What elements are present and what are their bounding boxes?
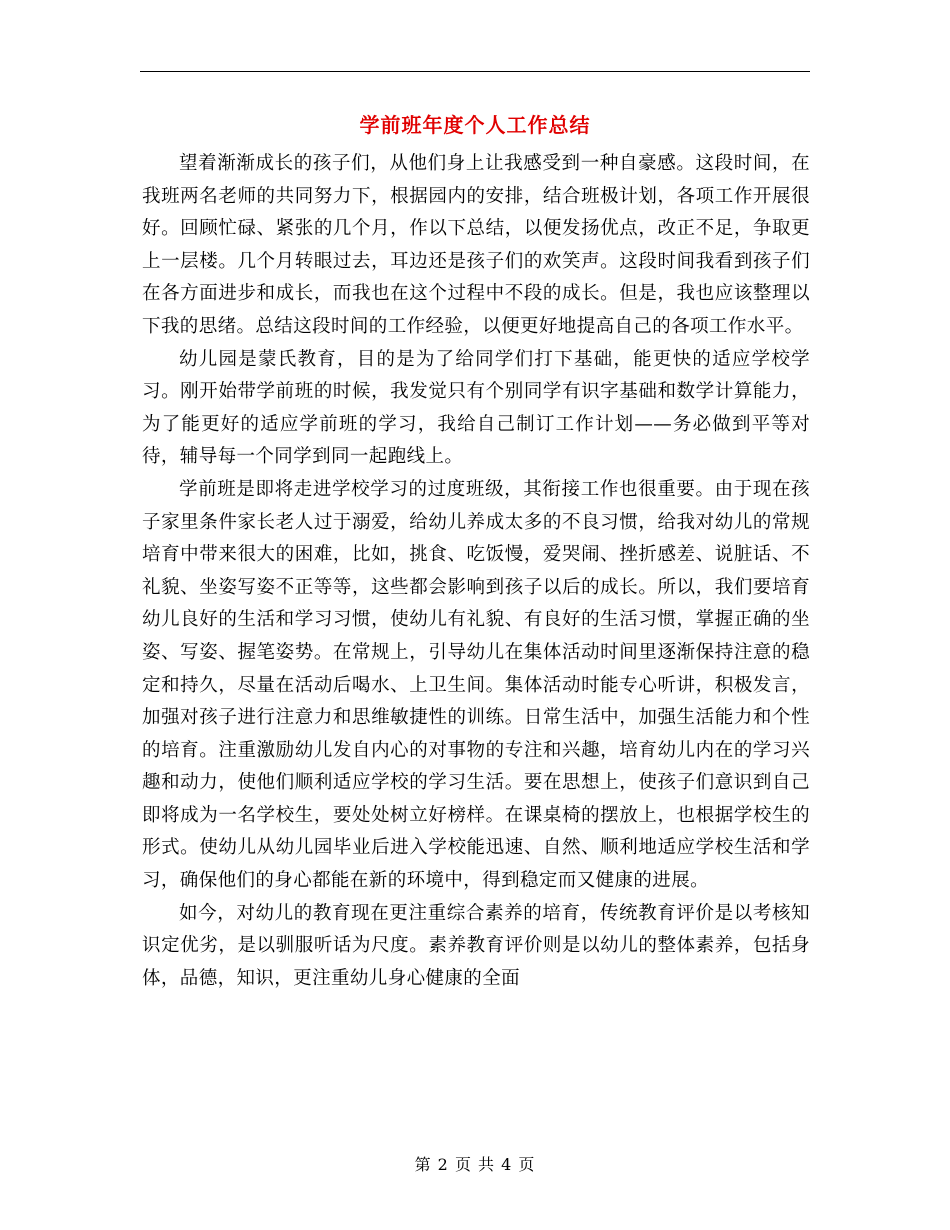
document-title: 学前班年度个人工作总结: [359, 113, 591, 137]
paragraph: 学前班是即将走进学校学习的过度班级，其衔接工作也很重要。由于现在孩子家里条件家长老人过于溺爱，给幼儿养成太多的不良习惯，给我对幼儿的常规培育中带来很大的困难，比如，挑食、吃饭慢，爱哭闹、挫折感差、说脏话、不礼貌、坐姿写姿不正等等，这些都会影响到孩子以后的成长。所以，我们要培育幼儿良好的生活和学习习惯，使幼儿有礼貌、有良好的生活习惯，掌握正确的坐姿、写姿、握笔姿势。在常规上，引导幼儿在集体活动时间里逐渐保持注意的稳定和持久，尽量在活动后喝水、上卫生间。集体活动时能专心听讲，积极发言，加强对孩子进行注意力和思维敏捷性的训练。日常生活中，加强生活能力和个性的培育。注重激励幼儿发自内心的对事物的专注和兴趣，培育幼儿内在的学习兴趣和动力，使他们顺利适应学校的学习生活。要在思想上，使孩子们意识到自己即将成为一名学校生，要处处树立好榜样。在课桌椅的摆放上，也根据学校生的形式。使幼儿从幼儿园毕业后进入学校能迅速、自然、顺利地适应学校生活和学习，确保他们的身心都能在新的环境中，得到稳定而又健康的进展。: [142, 478, 810, 892]
paragraph: 望着渐渐成长的孩子们，从他们身上让我感受到一种自豪感。这段时间，在我班两名老师的共同努力下，根据园内的安排，结合班极计划，各项工作开展很好。回顾忙碌、紧张的几个月，作以下总结，以便发扬优点，改正不足，争取更上一层楼。几个月转眼过去，耳边还是孩子们的欢笑声。这段时间我看到孩子们在各方面进步和成长，而我也在这个过程中不段的成长。但是，我也应该整理以下我的思绪。总结这段时间的工作经验，以便更好地提高自己的各项工作水平。: [142, 153, 810, 337]
header-rule: [140, 71, 810, 72]
paragraph: 如今，对幼儿的教育现在更注重综合素养的培育，传统教育评价是以考核知识定优劣，是以驯服听话为尺度。素养教育评价则是以幼儿的整体素养，包括身体，品德，知识，更注重幼儿身心健康的全面: [142, 902, 810, 989]
paragraph: 幼儿园是蒙氏教育，目的是为了给同学们打下基础，能更快的适应学校学习。刚开始带学前班的时候，我发觉只有个别同学有识字基础和数学计算能力，为了能更好的适应学前班的学习，我给自己制订工作计划——务必做到平等对待，辅导每一个同学到同一起跑线上。: [142, 348, 810, 468]
document-body: [142, 148, 810, 995]
page-number-footer: 第 2 页 共 4 页: [414, 1155, 536, 1174]
